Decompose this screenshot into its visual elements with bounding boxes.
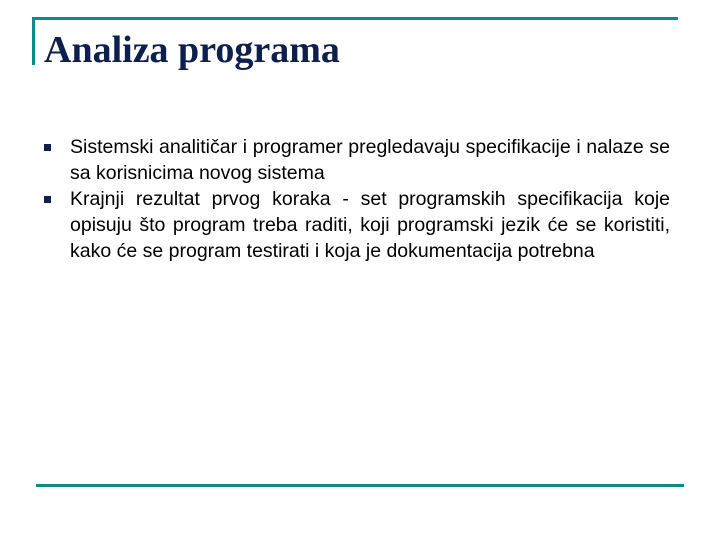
title-frame-top-line bbox=[32, 17, 678, 20]
square-bullet-icon bbox=[44, 144, 51, 151]
square-bullet-icon bbox=[44, 196, 51, 203]
slide-title: Analiza programa bbox=[44, 29, 340, 71]
footer-divider-line bbox=[36, 484, 684, 487]
bullet-list bbox=[44, 134, 670, 264]
title-frame-left-line bbox=[32, 17, 35, 65]
bullet-text: Sistemski analitičar i programer pregledavaju specifikacije i nalaze se sa korisnicima novog sistema bbox=[70, 136, 670, 184]
bullet-item bbox=[44, 134, 670, 186]
bullet-item bbox=[44, 186, 670, 264]
bullet-text: Krajnji rezultat prvog koraka - set programskih specifikacija koje opisuju što program treba raditi, koji programski jezik će se koristiti, kako će se program testirati i koja je dokumentacija potrebna bbox=[70, 188, 670, 262]
